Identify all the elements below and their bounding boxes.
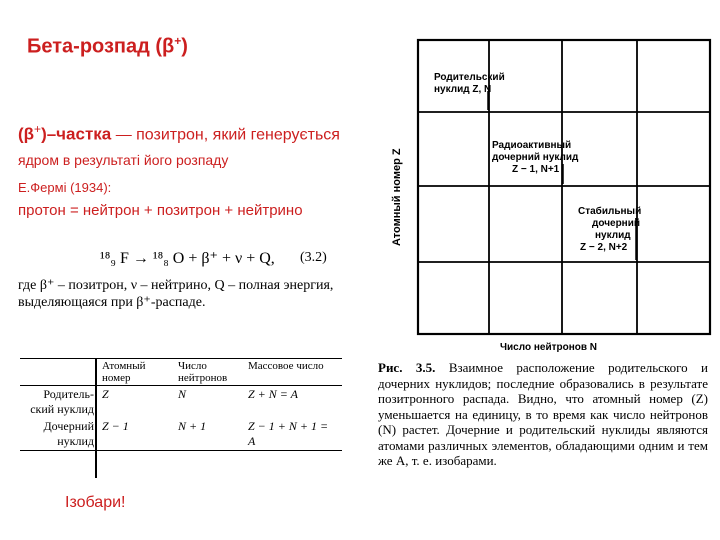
stable-label-line: Z − 2, N+2 (580, 242, 628, 253)
table-header-cell: Массовое число (244, 359, 342, 386)
table-cell: Родитель-ский нуклид (30, 387, 94, 416)
y-axis-label: Атомный номер Z (391, 148, 403, 246)
beta-sup: + (34, 122, 42, 136)
stable-daughter-label (578, 205, 641, 253)
table-cell: N (178, 387, 187, 401)
isobars-note: Ізобари! (65, 494, 126, 511)
nuclide-grid-figure (380, 36, 715, 356)
figure-caption (378, 360, 708, 469)
equation-note: где β⁺ – позитрон, ν – нейтрино, Q – полная энергия, выделяющаяся при β⁺-распаде. (18, 278, 334, 310)
slide-title (27, 34, 188, 59)
table-cell: Дочерний нуклид (20, 418, 98, 451)
positron-definition (18, 122, 340, 144)
radio-label-line: Z − 1, N+1 (512, 164, 560, 175)
equation-number: (3.2) (300, 250, 327, 265)
table-cell: Z + N = A (248, 387, 298, 401)
nuclide-table (20, 358, 342, 451)
table-cell: Z (102, 387, 109, 401)
fermi-reference: Е.Фермі (1934): (18, 180, 112, 195)
table-header-row (20, 359, 342, 386)
radio-label-line: Радиоактивный (492, 140, 572, 151)
caption-body: Взаимное расположение родительского и дочерних нуклидов; последние образовались в результате позитронного распада. Видно, что атомный номер (Z) уменьшается на единицу, в то время как число нейтронов (N) растет. Дочерние и родительский нуклиды являются атомами различных элементов, обладающими одним и тем же A, т. е. изобарами. (378, 360, 708, 468)
parent-label-line: нуклид Z, N (434, 84, 492, 95)
beta-symbol: (β (18, 124, 35, 144)
table-cell: Z − 1 + N + 1 = A (244, 418, 342, 451)
title-sup: + (174, 34, 182, 48)
table-cell: Z − 1 (98, 418, 174, 451)
table-header-cell: Атомный номер (98, 359, 174, 386)
x-axis-label: Число нейтронов N (500, 342, 598, 353)
positron-text: — позитрон, який генерується (111, 126, 340, 144)
title-main: Бета-розпад (β (27, 35, 175, 58)
table-cell: N + 1 (174, 418, 244, 451)
table-row (20, 386, 342, 419)
radioactive-daughter-label (492, 140, 579, 175)
parent-nuclide-label (434, 72, 505, 95)
radio-label-line: дочерний нуклид (492, 152, 579, 163)
parent-label-line: Родительский (434, 72, 505, 83)
particle-label: )–частка (41, 124, 112, 144)
table-row (20, 418, 342, 451)
stable-label-line: Стабильный (578, 206, 642, 217)
stable-label-line: дочерний (592, 218, 641, 229)
definition-line-2: ядром в результаті його розпаду (18, 152, 229, 168)
stable-label-line: нуклид (595, 230, 631, 241)
table-header-cell: Число нейтронов (174, 359, 244, 386)
title-end: ) (181, 35, 188, 58)
decay-equation: ¹⁸₉ F → ¹⁸₈ O + β⁺ + ν + Q, (100, 250, 275, 267)
caption-head: Рис. 3.5. (378, 360, 436, 375)
fermi-equation: протон = нейтрон + позитрон + нейтрино (18, 202, 303, 219)
table-header-cell (20, 359, 98, 386)
